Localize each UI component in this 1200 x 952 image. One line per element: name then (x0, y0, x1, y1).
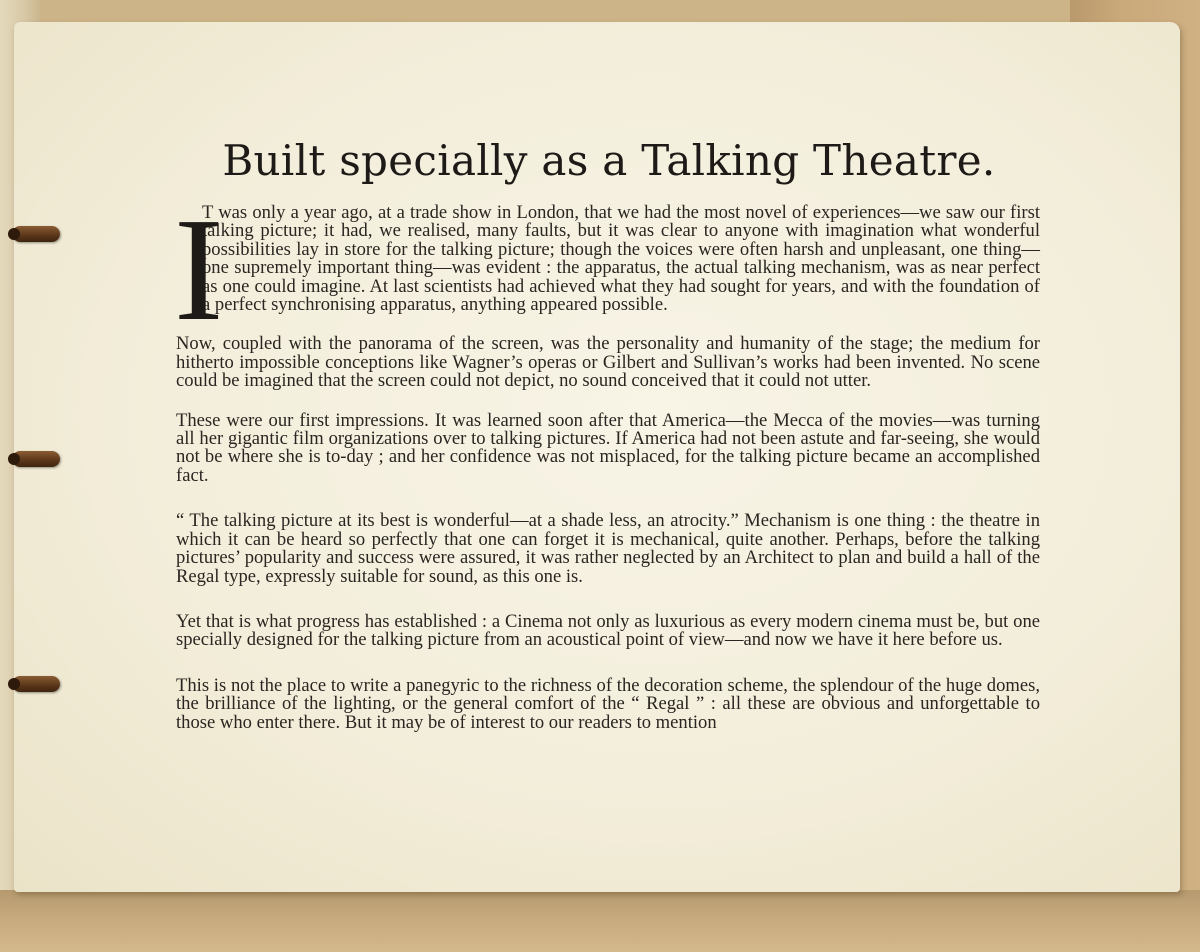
paragraph-1 (174, 188, 1040, 352)
paragraph-5: Yet that is what progress has established : a Cinema not only as luxurious as every modern cinema must be, but one specially designed for the talking picture from an acoustical point of view—and now we have it here before us. (176, 610, 1040, 651)
album-bottom-edge (0, 890, 1200, 952)
paragraph-1-text: T was only a year ago, at a trade show in London, that we had the most novel of experiences—we saw our first talking picture; it had, we realised, many faults, but it was clear to anyone with imagination what wonderful possibilities lay in store for the talking picture; though the voices were often harsh and unpleasant, one thing—one supremely important thing—was evident : the apparatus, the actual talking mechanism, was as near perfect as one could imagine. At last scientists had achieved what they had sought for years, and with the foundation of a perfect synchronising apparatus, anything appeared possible. (202, 202, 1040, 316)
paragraph-4: “ The talking picture at its best is wonderful—at a shade less, an atrocity.” Mechanism is one thing : the theatre in which it can be heard so perfectly that one can forget it is mechanical, quite another. Perhaps, before the talking pictures’ popularity and success were assured, it was rather neglected by an Architect to plan and build a hall of the Regal type, expressly suitable for sound, as this one is. (176, 510, 1040, 587)
binding-ring-bottom (12, 676, 60, 692)
binding-ring-middle (12, 451, 60, 467)
drop-cap: I (174, 188, 224, 352)
article-body (174, 188, 1040, 733)
binding-ring-top (12, 226, 60, 242)
paragraph-3: These were our first impressions. It was learned soon after that America—the Mecca of the movies—was turning all her gigantic film organizations over to talking pictures. If America had not been astute and far-seeing, she would not be where she is to-day ; and her confidence was not misplaced, for the talking picture became an accomplished fact. (176, 409, 1040, 486)
page-title: Built specially as a Talking Theatre. (222, 136, 996, 185)
paragraph-2: Now, coupled with the panorama of the screen, was the personality and humanity of the stage; the medium for hitherto impossible conceptions like Wagner’s operas or Gilbert and Sullivan’s works had been invented. No scene could be imagined that the screen could not depict, no sound conceived that it could not utter. (176, 333, 1040, 392)
paragraph-6: This is not the place to write a panegyric to the richness of the decoration scheme, the splendour of the huge domes, the brilliance of the lighting, or the general comfort of the “ Regal ” : all these are obvious and unforgettable to those who enter there. But it may be of interest to our readers to mention (176, 674, 1040, 733)
